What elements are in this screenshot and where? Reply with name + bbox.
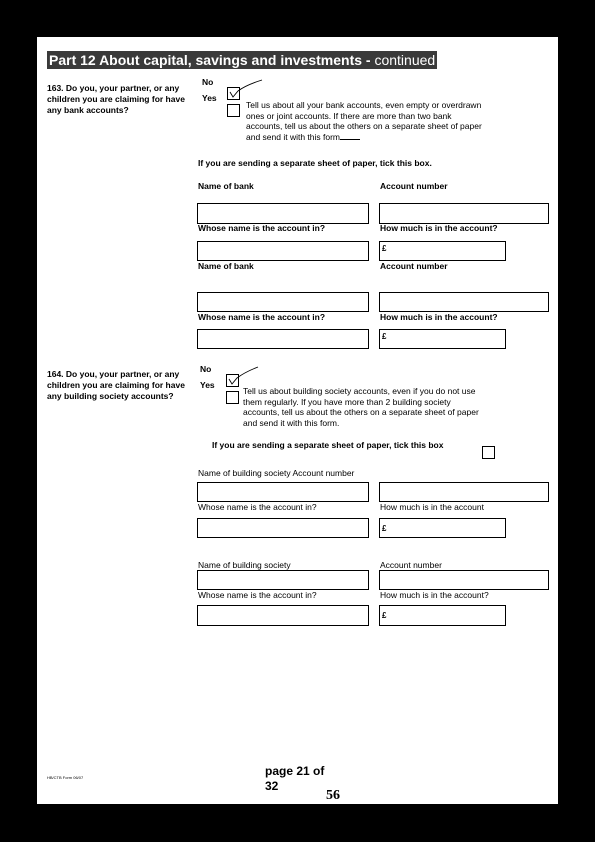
bank2-how-much-label: How much is in the account? xyxy=(380,312,498,322)
society1-whose-name-label: Whose name is the account in? xyxy=(198,502,317,512)
question-164: 164. Do you, your partner, or any children you are claiming for have any building society accounts? xyxy=(47,369,185,401)
q164-no-checkbox[interactable] xyxy=(226,374,239,387)
bank2-amount-input[interactable] xyxy=(379,329,506,349)
q163-no-label: No xyxy=(202,77,214,87)
bank2-name-label: Name of bank xyxy=(198,261,254,271)
q164-no-label: No xyxy=(200,364,212,374)
form-code: HB/CTB Form 06/07 xyxy=(47,775,84,780)
society2-whose-name-input[interactable] xyxy=(197,605,369,626)
q163-instructions: Tell us about all your bank accounts, even empty or overdrawn ones or joint accounts. If there are more than two bank accounts, tell us about the others on a separate sheet of paper and send it with this form xyxy=(246,100,482,142)
society1-name-label: Name of building society Account number xyxy=(198,468,355,478)
pound-sign: £ xyxy=(382,332,387,341)
bank1-whose-name-input[interactable] xyxy=(197,241,369,261)
bank1-name-label: Name of bank xyxy=(198,181,254,191)
bank1-amount-input[interactable] xyxy=(379,241,506,261)
society2-account-number-label: Account number xyxy=(380,560,442,570)
q163-no-checkbox[interactable] xyxy=(227,87,240,100)
bank2-account-number-input[interactable] xyxy=(379,292,549,312)
section-continued: continued xyxy=(374,52,436,68)
section-header xyxy=(47,51,437,69)
q163-yes-checkbox[interactable] xyxy=(227,104,240,117)
bank2-account-number-label: Account number xyxy=(380,261,448,271)
page-number: 56 xyxy=(326,788,340,803)
society2-account-number-input[interactable] xyxy=(379,570,549,590)
society1-whose-name-input[interactable] xyxy=(197,518,369,538)
pound-sign: £ xyxy=(382,611,387,620)
society2-amount-input[interactable] xyxy=(379,605,506,626)
q164-separate-sheet-label: If you are sending a separate sheet of paper, tick this box xyxy=(212,440,444,450)
society1-amount-input[interactable] xyxy=(379,518,506,538)
society2-name-label: Name of building society xyxy=(198,560,291,570)
bank1-name-input[interactable] xyxy=(197,203,369,224)
society2-how-much-label: How much is in the account? xyxy=(380,590,489,600)
bank1-whose-name-label: Whose name is the account in? xyxy=(198,223,326,233)
bank1-account-number-input[interactable] xyxy=(379,203,549,224)
q164-instructions: Tell us about building society accounts, even if you do not use them regularly. If you have more than 2 building society accounts, tell us about the others on a separate sheet of paper and send it with this form. xyxy=(243,386,479,428)
q164-separate-sheet-checkbox[interactable] xyxy=(482,446,495,459)
q164-yes-checkbox[interactable] xyxy=(226,391,239,404)
page-label-wrap xyxy=(265,764,345,793)
bank1-how-much-label: How much is in the account? xyxy=(380,223,498,233)
bank2-whose-name-input[interactable] xyxy=(197,329,369,349)
q164-yes-label: Yes xyxy=(200,380,215,390)
page-total: 32 xyxy=(265,779,279,793)
bank2-whose-name-label: Whose name is the account in? xyxy=(198,312,326,322)
page-label: page 21 of xyxy=(265,764,325,778)
form-page xyxy=(37,37,558,804)
society1-how-much-label: How much is in the account xyxy=(380,502,484,512)
society2-name-input[interactable] xyxy=(197,570,369,590)
tick-mark-icon xyxy=(228,80,264,102)
society2-whose-name-label: Whose name is the account in? xyxy=(198,590,317,600)
q163-separate-sheet-label: If you are sending a separate sheet of paper, tick this box. xyxy=(198,158,432,168)
bank2-name-input[interactable] xyxy=(197,292,369,312)
society1-name-input[interactable] xyxy=(197,482,369,502)
bank1-account-number-label: Account number xyxy=(380,181,448,191)
q163-yes-label: Yes xyxy=(202,93,217,103)
pound-sign: £ xyxy=(382,524,387,533)
pound-sign: £ xyxy=(382,244,387,253)
question-163: 163. Do you, your partner, or any children you are claiming for have any bank accounts? xyxy=(47,83,185,115)
society1-account-number-input[interactable] xyxy=(379,482,549,502)
section-title: Part 12 About capital, savings and investments - xyxy=(49,52,375,68)
